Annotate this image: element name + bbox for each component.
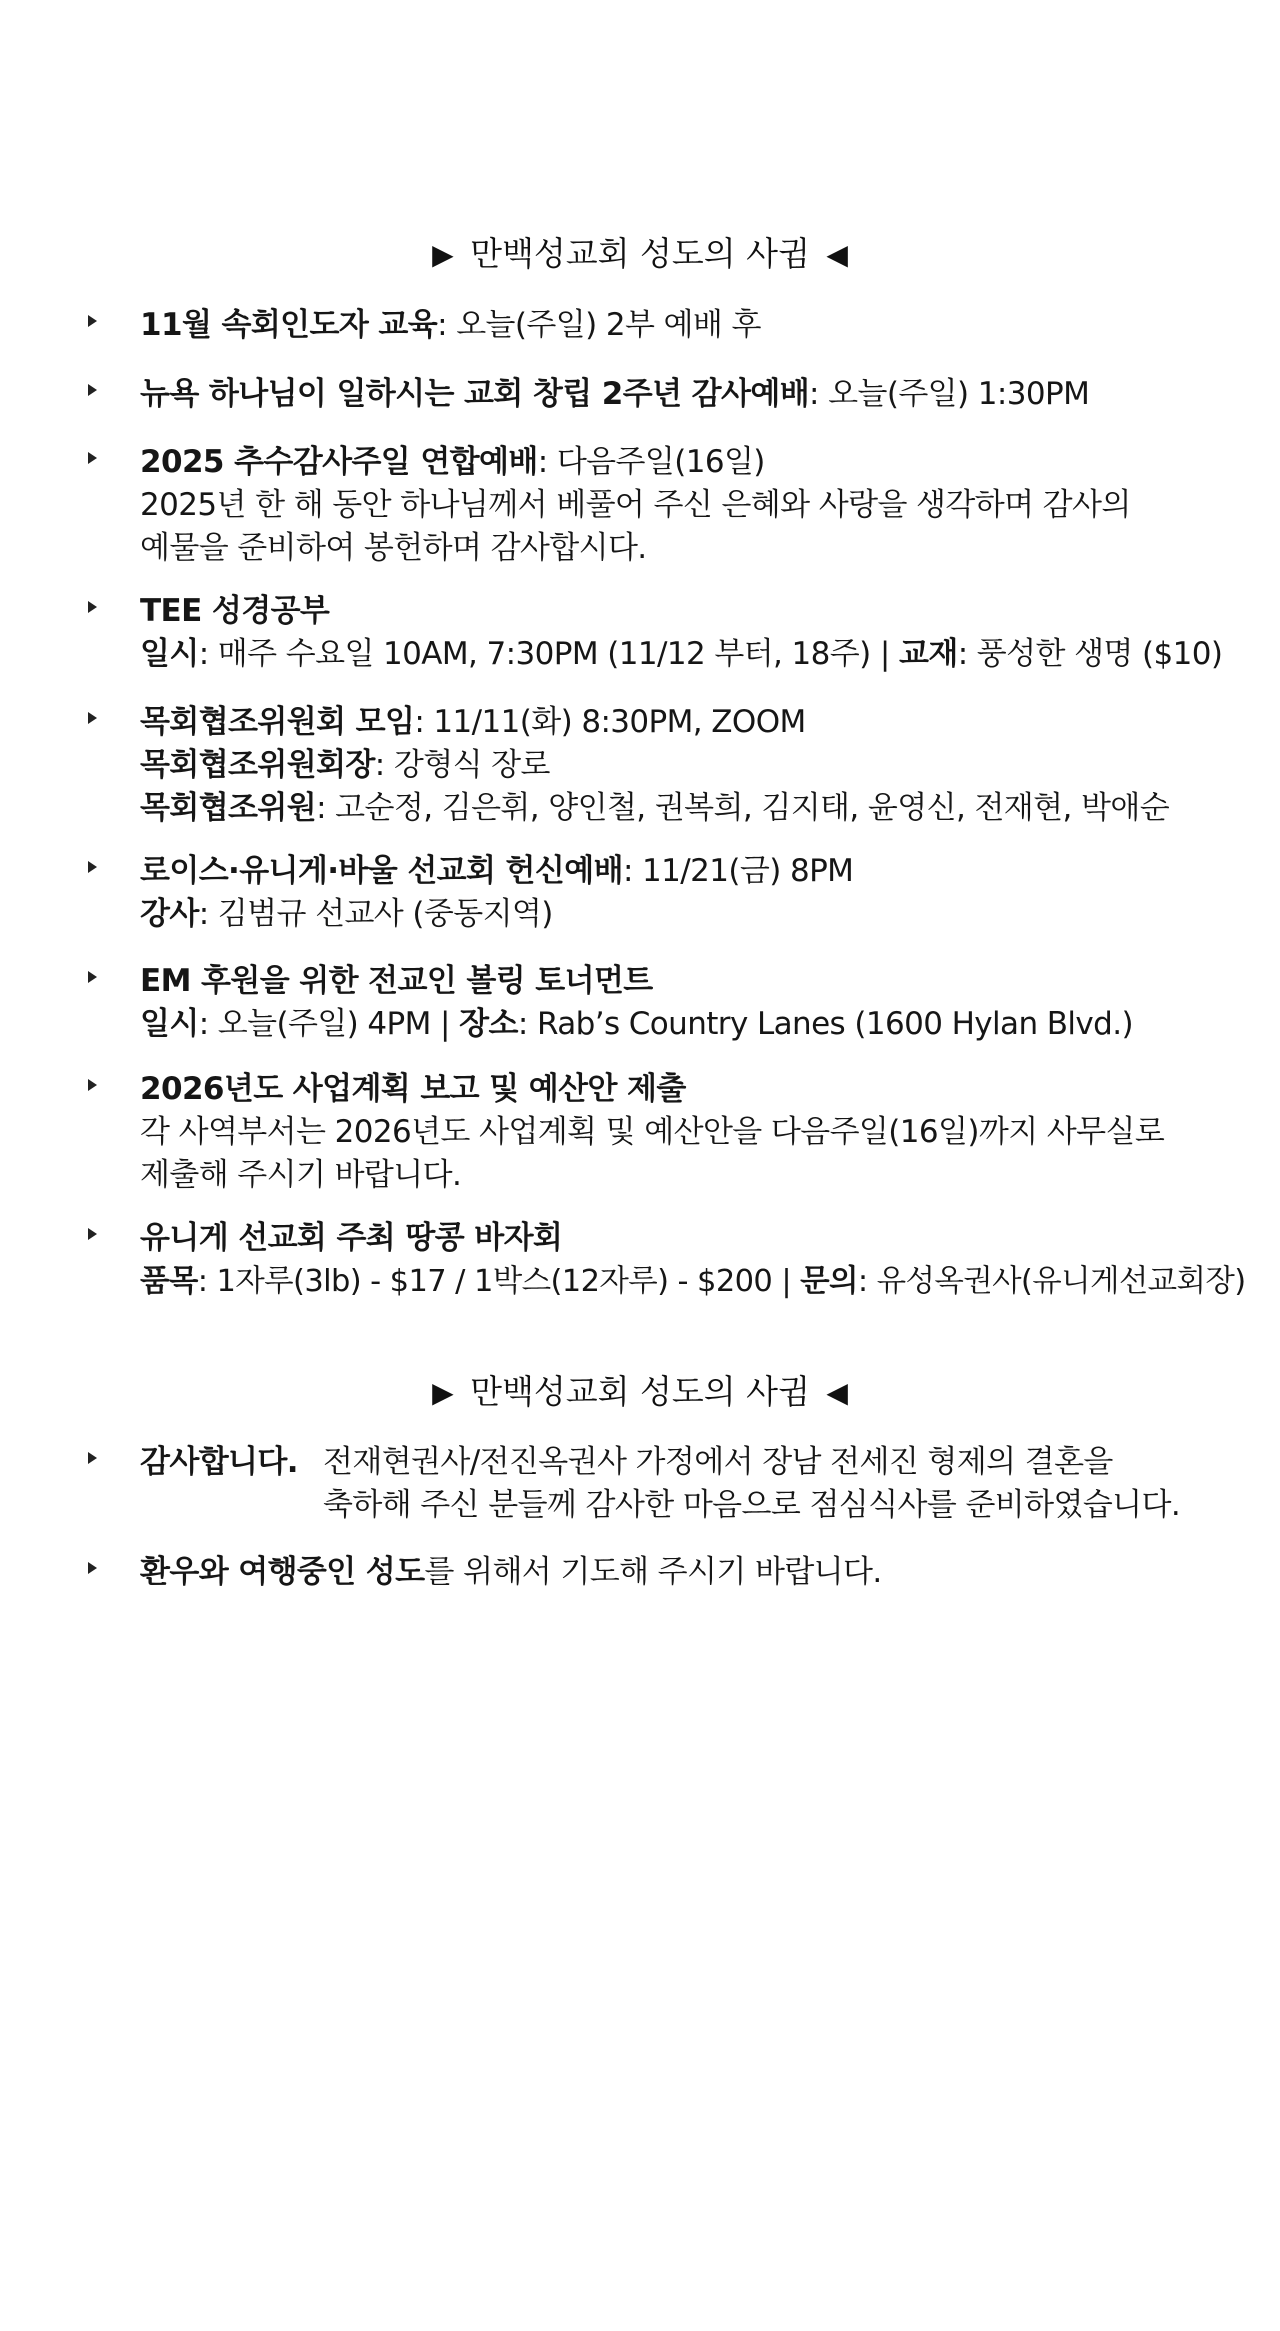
- bullet-icon: [88, 712, 97, 724]
- section-heading-2: [0, 1370, 1280, 1415]
- list-item: [88, 1217, 1246, 1303]
- item-field-value: : 오늘(주일) 4PM |: [198, 1006, 460, 1042]
- section-title: 만백성교회 성도의 사귐: [470, 1372, 810, 1411]
- thanks-label: 감사합니다.: [140, 1444, 298, 1480]
- item-detail: : 오늘(주일) 1:30PM: [809, 376, 1090, 412]
- thanks-body: [323, 1441, 1180, 1527]
- item-line: [140, 441, 1208, 484]
- item-detail: : 오늘(주일) 2부 예배 후: [437, 307, 761, 343]
- bullet-icon: [88, 861, 97, 873]
- bullet-icon: [88, 315, 97, 327]
- item-line: [140, 1217, 1208, 1260]
- item-line: [140, 744, 1208, 787]
- list-item: [88, 1068, 1208, 1197]
- list-item: [88, 590, 1223, 676]
- bullet-icon: [88, 1562, 97, 1574]
- item-field-label: 품목: [140, 1264, 198, 1299]
- item-detail: : 다음주일(16일): [537, 444, 765, 480]
- prayer-title: 환우와 여행중인 성도: [140, 1554, 425, 1590]
- bullet-icon: [88, 1079, 97, 1091]
- item-line: [140, 1551, 1208, 1594]
- item-field-label: 장소: [459, 1006, 518, 1042]
- list-item-thanks: [88, 1441, 1208, 1527]
- item-field-label: 일시: [140, 1006, 199, 1042]
- item-line: [140, 304, 1208, 347]
- item-title: 2025 추수감사주일 연합예배: [140, 444, 538, 480]
- item-field-label: 교재: [898, 636, 958, 672]
- item-field-value: : 풍성한 생명 ($10): [957, 636, 1223, 672]
- item-title: 11월 속회인도자 교육: [140, 307, 438, 343]
- item-title: EM 후원을 위한 전교인 볼링 토너먼트: [140, 963, 653, 999]
- item-description: 각 사역부서는 2026년도 사업계획 및 예산안을 다음주일(16일)까지 사무실로: [140, 1114, 1165, 1150]
- list-item: [88, 304, 1208, 347]
- section-title: 만백성교회 성도의 사귐: [470, 234, 810, 273]
- item-title: 목회협조위원회 모임: [140, 704, 415, 740]
- prayer-detail: 를 위해서 기도해 주시기 바랍니다.: [424, 1554, 882, 1590]
- item-line: [140, 1003, 1208, 1046]
- item-line: [140, 960, 1208, 1003]
- item-title: 2026년도 사업계획 보고 및 예산안 제출: [140, 1071, 686, 1107]
- item-description: 2025년 한 해 동안 하나님께서 베풀어 주신 은혜와 사랑을 생각하며 감사의: [140, 487, 1131, 523]
- item-line: [140, 633, 1223, 676]
- item-title: 뉴욕 하나님이 일하시는 교회 창립 2주년 감사예배: [140, 376, 810, 412]
- item-description: 예물을 준비하여 봉헌하며 감사합시다.: [140, 530, 647, 566]
- item-description: 제출해 주시기 바랍니다.: [140, 1157, 462, 1193]
- section-heading-1: [0, 232, 1280, 277]
- item-title: 유니게 선교회 주최 땅콩 바자회: [140, 1220, 563, 1256]
- item-title: TEE 성경공부: [140, 593, 330, 629]
- item-line: [140, 701, 1208, 744]
- list-item: [88, 373, 1208, 416]
- item-line: [140, 1068, 1208, 1111]
- list-item: [88, 960, 1208, 1046]
- thanks-line: 축하해 주신 분들께 감사한 마음으로 점심식사를 준비하였습니다.: [323, 1487, 1181, 1523]
- item-line: [140, 893, 1208, 936]
- bullet-icon: [88, 1452, 97, 1464]
- item-field-value: : 강형식 장로: [374, 747, 550, 783]
- item-field-label: 목회협조위원회장: [140, 747, 375, 783]
- item-detail: : 11/11(화) 8:30PM, ZOOM: [414, 704, 806, 740]
- thanks-row: [140, 1441, 1208, 1527]
- item-field-label: 목회협조위원: [140, 790, 317, 826]
- bullet-icon: [88, 384, 97, 396]
- right-triangle-icon: ▶: [432, 1376, 454, 1409]
- item-field-value: : 1자루(3lb) - $17 / 1박스(12자루) - $200 |: [197, 1264, 801, 1299]
- bullet-icon: [88, 1228, 97, 1240]
- item-field-value: : Rab’s Country Lanes (1600 Hylan Blvd.): [517, 1006, 1134, 1042]
- item-line: [140, 850, 1208, 893]
- item-line: [140, 373, 1208, 416]
- thanks-line: 전재현권사/전진옥권사 가정에서 장남 전세진 형제의 결혼을: [323, 1444, 1113, 1480]
- item-field-value: : 유성옥권사(유니게선교회장): [857, 1264, 1246, 1299]
- bullet-icon: [88, 601, 97, 613]
- item-line: [140, 787, 1208, 830]
- item-line: [140, 590, 1208, 633]
- right-triangle-icon: ▶: [432, 238, 454, 271]
- bullet-icon: [88, 971, 97, 983]
- item-detail: : 11/21(금) 8PM: [622, 853, 854, 889]
- item-field-label: 강사: [140, 896, 199, 932]
- item-field-value: : 고순정, 김은휘, 양인철, 권복희, 김지태, 윤영신, 전재현, 박애순: [316, 790, 1170, 826]
- item-title: 로이스·유니게·바울 선교회 헌신예배: [140, 853, 623, 889]
- list-item-prayer: [88, 1551, 1208, 1594]
- item-line: [140, 1260, 1246, 1303]
- item-field-label: 문의: [800, 1264, 858, 1299]
- list-item: [88, 850, 1208, 936]
- list-item: [88, 441, 1208, 570]
- list-item: [88, 701, 1208, 830]
- item-field-label: 일시: [140, 636, 199, 672]
- bullet-icon: [88, 452, 97, 464]
- left-triangle-icon: ◀: [826, 1376, 848, 1409]
- item-field-value: : 김범규 선교사 (중동지역): [198, 896, 553, 932]
- item-field-value: : 매주 수요일 10AM, 7:30PM (11/12 부터, 18주) |: [198, 636, 899, 672]
- left-triangle-icon: ◀: [826, 238, 848, 271]
